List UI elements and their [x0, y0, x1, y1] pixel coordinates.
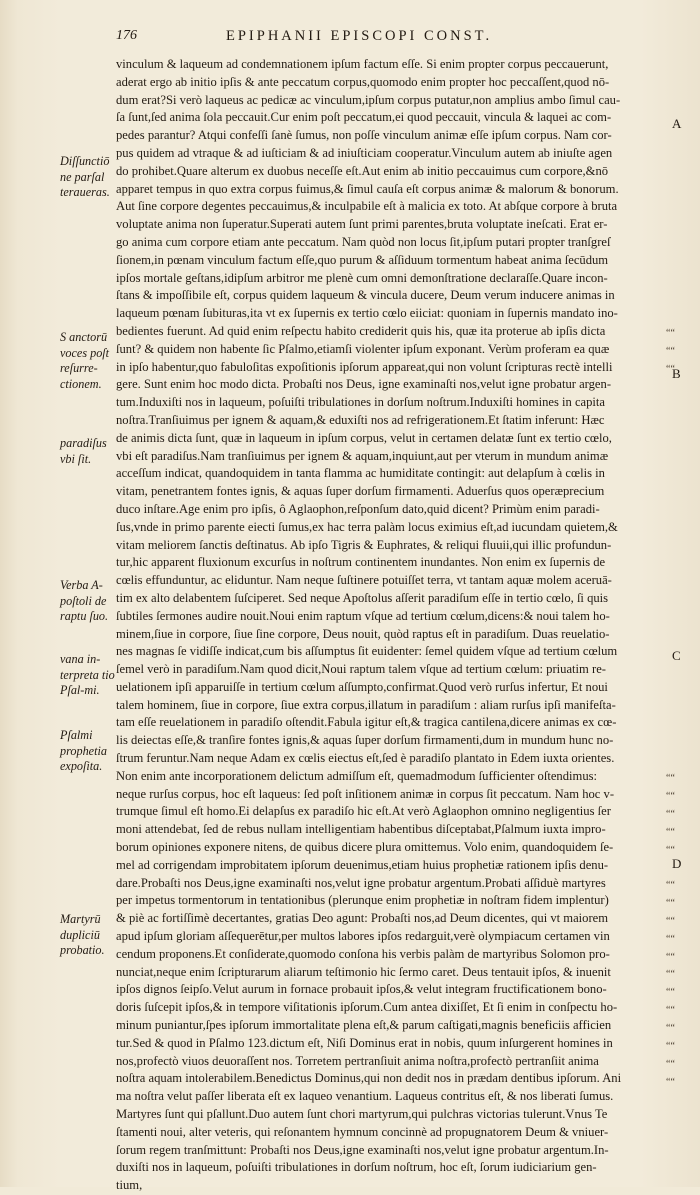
text-line: neque rurſus corpus, hoc eſt laqueus: ſed poſt inſitionem animæ in corpus ſit peccatum. Nam hoc v-: [116, 786, 615, 801]
quote-mark: ““: [666, 952, 675, 963]
text-line: mel ad corrigendam improbitatem ipſorum deuenimus,etiam huius prophetiæ rationem ipſis denu-: [116, 857, 609, 872]
quote-mark: ““: [666, 346, 675, 357]
text-line: nunciat,neque enim ſcripturarum aliarum teſtimonio hic ſermo caret. Deus tentauit ipſos, & inuenit: [116, 964, 611, 979]
quote-mark: ““: [666, 969, 675, 980]
text-line: ipſos mortale geſtans,idipſum arbitror me plenè cum omni demonſtratione declaraſſe.Quare incon-: [116, 270, 608, 285]
section-letter: B: [672, 366, 681, 381]
text-line: ſa ſunt,ſed anima ſola peccauit.Cur enim poſt peccatum,ei quod peccauit, vincula & laquei ac com-: [116, 110, 612, 125]
text-line: doris ſuſcepit ipſos,& in tempore viſitationis ipſorum.Cum antea dixiſſet, Et ſi enim in conſpectu ho-: [116, 1000, 618, 1015]
margin-note: Pſalmi prophetia expoſita.: [60, 728, 107, 774]
quote-mark: ““: [666, 773, 675, 784]
quote-mark: ““: [666, 916, 675, 927]
quote-mark: ““: [666, 1077, 675, 1088]
quote-mark: ““: [666, 827, 675, 838]
text-line: pedes parantur? Atqui confeſſi ſanè ſumus, non poſſe vinculum animæ eſſe ipſum corpus. Nam cor-: [116, 128, 612, 143]
running-title: EPIPHANII EPISCOPI CONST.: [226, 28, 493, 44]
text-line: laqueum pœnam ſubituras,ita vt ex ſupernis ex tertio cœlo eiiciat: quoniam in ſupernis mandato ino-: [116, 306, 618, 321]
text-line: cendum proponens.Et conſiderate,quomodo conſona his verbis palàm de martyribus Solomon pro-: [116, 946, 610, 961]
text-line: borum opiniones exponere nitens, de quibus dicere plura omittemus. Volo enim, quandoquidem ſe-: [116, 840, 614, 855]
quote-mark: ““: [666, 1041, 675, 1052]
text-line: cœlis effunduntur, ac eliduntur. Nam neque ſuſtinere potuiſſet terra, vt tantam aquæ molem aceruā-: [116, 573, 612, 588]
text-line: gere. Sunt enim hoc modo dicta. Probaſti nos Deus, igne examinaſti nos,velut igne probatur argen-: [116, 377, 612, 392]
text-line: ſubtiles ſermones audire nouit.Noui enim raptum vſque ad tertium cœlum,dicens:& noui talem ho-: [116, 608, 610, 623]
body-text: [116, 56, 668, 1195]
text-line: apparet tempus in quo extra corpus fuimus,& ſimul cauſa eſt corpus animæ & malorum & bonorum.: [116, 181, 619, 196]
text-line: ſemel verò in paradiſum.Nam quod dicit,Noui raptum talem vſque ad tertium cœlum: priuatim re-: [116, 662, 606, 677]
margin-note: Martyrū dupliciū probatio.: [60, 912, 105, 958]
text-line: tim ex alto delabentem ſuſciperet. Sed neque Apoſtolus aſſerit paradiſum eſſe in tertio cœlo, ſi quis: [116, 590, 609, 605]
text-line: minem,ſiue in corpore, ſiue ſine corpore, Deus nouit, quòd raptus eſt in paradiſum. Duas reuelatio-: [116, 626, 610, 641]
text-line: Martyres ſunt qui pſallunt.Duo autem ſunt chori martyrum,qui pulchras victorias tulerunt.Vnus Te: [116, 1107, 608, 1122]
quote-mark: ““: [666, 809, 675, 820]
quote-mark: ““: [666, 934, 675, 945]
text-line: moni attendebat, ſed de rebus nullam intelligentiam habentibus diſceptabat,Pſalmum iuxta impro-: [116, 822, 606, 837]
text-line: pus quidem ad vtraque & ad iuſticiam & ad iniuſticiam cooperatur.Vinculum autem ab iniuſte agen: [116, 145, 613, 160]
section-letter: D: [672, 856, 682, 871]
text-line: dare.Probaſti nos Deus,igne examinaſti nos,velut igne probatur argentum.Probati aſſiduè martyres: [116, 875, 606, 890]
text-line: ma noſtra velut paſſer liberata eſt ex laqueo venantium. Laqueus contritus eſt, & nos liberati ſumus.: [116, 1089, 614, 1104]
text-line: trumque ſimul eſt homo.Ei delapſus ex paradiſo hic eſt.At verò Aglaophon omnino negligentius ſer: [116, 804, 611, 819]
text-line: ſus,vnde in primo parente eiecti ſumus,ex hac terra palàm locus eximius eſt,ad iucundam quietem,&: [116, 519, 618, 534]
text-line: Non enim ante incorporationem delictum admiſſum eſt, quemadmodum ſufficienter oſtendimus:: [116, 768, 598, 783]
section-letter: A: [672, 116, 682, 131]
text-line: ſtans & impoſſibile eſt, corpus quidem laqueum & vincula ducere, Deum verum inducere animas in: [116, 288, 615, 303]
quote-mark: ““: [666, 791, 675, 802]
text-line: ſtamenti noui, alter veteris, qui reſonantem hymnum concinnè ad propugnatorem Deum & vniuer-: [116, 1124, 609, 1139]
text-line: & piè ac fortiſſimè decertantes, gratias Deo agunt: Probaſti nos,ad Deum dicentes, qui vt maiorem: [116, 911, 609, 926]
text-line: ſionem,in pœnam vinculum factum eſſe,quo purum & aſſiduum tormentum habeat anima ſecūdum: [116, 252, 609, 267]
text-line: minum puniantur,ſpes ipſorum immortalitate plena eſt,& parum caſtigati,magnis beneficiis afficien: [116, 1018, 612, 1033]
margin-note: S anctorū voces poſt reſurre-ctionem.: [60, 330, 110, 391]
quote-mark: ““: [666, 1005, 675, 1016]
quote-mark: ““: [666, 364, 675, 375]
text-line: noſtra.Tranſiuimus per ignem & aquam,& eduxiſti nos ad refrigerationem.Et ſtatim inferunt: Hæc: [116, 412, 605, 427]
quote-mark: ““: [666, 898, 675, 909]
text-line: duco inſtare.Age enim pro ipſis, ô Aglaophon,reſponſum dato,quid dicent? Primùm enim paradi-: [116, 501, 600, 516]
text-line: go anima cum corpore etiam ante peccatum. Nam quòd non locus ſit,ipſum putari propter tranſgreſ: [116, 234, 611, 249]
text-line: voluptate anima non ſuperatur.Superati autem ſunt primi parentes,bruta voluptate ineſcati. Erat er-: [116, 217, 608, 232]
text-line: Aut ſine corpore degentes peccauimus,& inculpabile eſt à malicia ex toto. At abſque corpore à bruta: [116, 199, 618, 214]
text-line: nes magnas ſe vidiſſe indicat,cum bis aſſumptus ſit euidenter: ſemel quidem vſque ad tertium cœlum: [116, 644, 618, 659]
text-line: aderat ergo ab initio ipſis & ante peccatum corpus,quomodo enim propter hoc peccaſſent,quod nō-: [116, 74, 610, 89]
text-line: apud ipſum gloriam aſſequerētur,per multos labores ipſos redarguit,verè olympiacum certamen vin: [116, 929, 610, 944]
text-line: in ipſo habentur,quo fabuloſitas expoſitionis ipſorum appareat,qui non volunt ſcripturas rectè intelli: [116, 359, 613, 374]
text-line: vinculum & laqueum ad condemnationem ipſum factum eſſe. Si enim propter corpus peccauerunt,: [116, 57, 609, 71]
text-line: bedientes fuerunt. Ad quid enim reſpectu habito crediderit quis his, quæ ita proterue ab ipſis dicta: [116, 323, 606, 338]
text-line: uelationem ipſi apparuiſſe in tertium cœlum aſſumpto,confirmat.Quod verò rurſus infertur, Et noui: [116, 679, 608, 694]
text-line: vbi eſt paradiſus.Nam tranſiuimus per ignem & aquam,inquiunt,aut per vterum in mundum animæ: [116, 448, 609, 463]
section-letter: C: [672, 648, 681, 663]
text-line: dum erat?Si verò laqueus ac pedicæ ac vinculum,ipſum corpus putatur,non amplius ambo ſimul cau-: [116, 92, 621, 107]
text-line: tum.Induxiſti nos in laqueum, poſuiſti tribulationes in dorſum noſtrum.Induxiſti homines in capita: [116, 395, 606, 410]
text-line: talem hominem, ſiue in corpore, ſiue extra corpus,illatum in paradiſum : aliam rurſus ipſi manifeſta-: [116, 697, 616, 712]
text-line: ſtrum feruntur.Nam neque Adam ex cœlis eiectus eſt,ſed è paradiſo plantato in Edem iuxta orientes.: [116, 751, 615, 766]
margin-note: paradiſus vbi ſit.: [60, 436, 107, 466]
text-line: noſtra aquam intolerabilem.Benedictus Dominus,qui non dedit nos in prædam dentibus ipſorum. Ani: [116, 1071, 622, 1086]
text-line: ipſos dignos ſeipſo.Velut aurum in fornace probauit ipſos,& velut integram fructificationem bono-: [116, 982, 607, 997]
text-line: nos,profectò viuos deuoraſſent nos. Torretem pertranſiuit anima noſtra,profectò pertranſiit anima: [116, 1053, 599, 1068]
margin-note: Diſſunctiō ne parſal teraueras.: [60, 154, 110, 200]
margin-note: vana in-terpreta tio Pſal-mi.: [60, 652, 115, 698]
text-line: tur.Sed & quod in Pſalmo 123.dictum eſt, Niſi Dominus erat in nobis, quum inſurgerent homines in: [116, 1035, 613, 1050]
text-line: lis deiectas eſſe,& tranſire fontes ignis,& aquas ſuper dorſum firmamenti,dum in mundum hunc no-: [116, 733, 614, 748]
text-line: ſorum regem tranſmittunt: Probaſti nos Deus,igne examinaſti nos,velut igne probatur argentum.In-: [116, 1142, 609, 1157]
text-line: vitam meliorem ſanctis deſtinatus. Ab ipſo Tigris & Euphrates, & reliqui fluuii,qui illic profundun-: [116, 537, 612, 552]
quote-mark: ““: [666, 987, 675, 998]
text-line: vitam, penetrantem fontes ignis, & aquas ſuper dorſum firmamenti. Aduerſus quos operæprecium: [116, 484, 605, 499]
text-line: do prohibet.Quare alterum ex duobus neceſſe eſt.Aut enim ab initio peccauimus cum corpore,&nō: [116, 163, 609, 178]
text-line: acceſſum indicat, quandoquidem in tanta flamma ac humiditate contingit: aut delapſum à cœlis in: [116, 466, 605, 481]
text-line: ſunt? & quidem non habente ſic Pſalmo,etiamſi violenter ipſum exponant. Verùm proferam ea quæ: [116, 341, 610, 356]
text-line: tur,hic apparent fluxionum excurſus in noſtrum continentem inundantes. Non enim ex ſupernis de: [116, 555, 606, 570]
text-line: tam eſſe reuelationem in paradiſo oſtendit.Fabula igitur eſt,& tragica cantilena,dicere animas ex cœ-: [116, 715, 617, 730]
quote-mark: ““: [666, 1023, 675, 1034]
quote-mark: ““: [666, 1059, 675, 1070]
quote-mark: ““: [666, 880, 675, 891]
text-line: tium,: [116, 1178, 143, 1193]
page-header: [116, 28, 636, 50]
text-line: duxiſti nos in laqueum, poſuiſti tribulationes in dorſum noſtrum, hoc eſt, ſorum iudiciarium gen-: [116, 1160, 597, 1175]
text-line: de animis dicta ſunt, quæ in laqueum in ipſum corpus, velut in certamen delatæ ſunt ex tertio cœlo,: [116, 430, 612, 445]
quote-mark: ““: [666, 328, 675, 339]
page-number: 176: [116, 28, 137, 43]
text-line: per impetus tormentorum in tentationibus (plerunque enim prophetiæ in noſtram fidem implentur): [116, 893, 609, 908]
margin-note: Verba A-poſtoli de raptu ſuo.: [60, 578, 109, 624]
quote-mark: ““: [666, 845, 675, 856]
